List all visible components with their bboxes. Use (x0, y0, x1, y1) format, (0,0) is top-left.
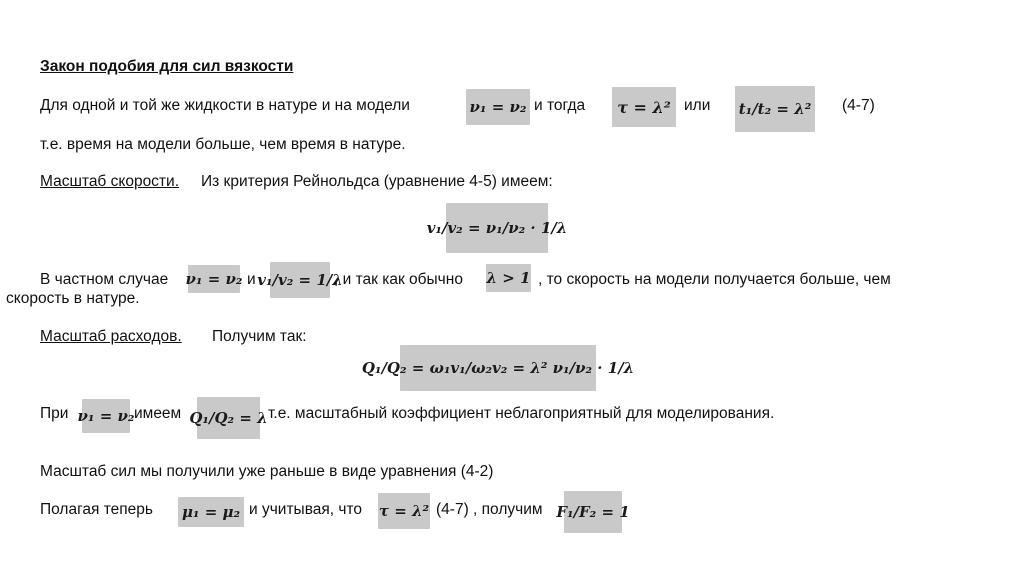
special-case-text-d: скорость в натуре. (6, 290, 140, 307)
last-text-a: Полагая теперь (40, 501, 153, 518)
special-case-text-a: В частном случае (40, 271, 169, 288)
formula-nu-equal-2: ν₁ = ν₂ (188, 265, 240, 293)
formula-mu-equal: μ₁ = μ₂ (178, 497, 244, 527)
special-case-text-c: , то скорость на модели получается больше, чем (538, 271, 891, 288)
formula-q-ratio: Q₁/Q₂ = λ (197, 397, 260, 439)
formula-velocity-ratio: v₁/v₂ = ν₁/ν₂ · 1/λ (446, 203, 548, 253)
last-text-b: и учитывая, что (249, 501, 362, 518)
special-case-and: и (247, 271, 256, 288)
formula-time-ratio: t₁/t₂ = λ² (735, 86, 815, 132)
at-text-b: имеем (134, 405, 182, 422)
formula-tau-lambda: τ = λ² (612, 87, 676, 127)
flow-heading: Масштаб расходов. (40, 328, 182, 345)
line1-text-a: Для одной и той же жидкости в натуре и на модели (40, 97, 410, 114)
velocity-heading: Масштаб скорости. (40, 173, 180, 190)
formula-flow-ratio: Q₁/Q₂ = ω₁v₁/ω₂v₂ = λ² ν₁/ν₂ · 1/λ (400, 345, 596, 391)
line1-text-c: или (684, 97, 711, 114)
at-text-c: т.е. масштабный коэффициент неблагоприятный для моделирования. (268, 405, 775, 422)
line1-text-b: и тогда (534, 97, 586, 114)
equation-number: (4-7) (842, 97, 875, 114)
flow-text: Получим так: (212, 328, 307, 345)
formula-force-ratio: F₁/F₂ = 1 (564, 491, 622, 533)
page-title: Закон подобия для сил вязкости (40, 58, 294, 75)
last-text-c: (4-7) , получим (436, 501, 543, 518)
velocity-text: Из критерия Рейнольдса (уравнение 4-5) имеем: (201, 173, 553, 190)
formula-nu-equal: ν₁ = ν₂ (466, 89, 530, 125)
line2-text: т.е. время на модели больше, чем время в натуре. (40, 136, 406, 153)
at-text-a: При (40, 405, 69, 422)
formula-v-ratio: v₁/v₂ = 1/λ (270, 262, 330, 298)
special-case-text-b: , и так как обычно (334, 271, 463, 288)
forces-text: Масштаб сил мы получили уже раньше в виде уравнения (4-2) (40, 463, 494, 480)
formula-tau-lambda-2: τ = λ² (378, 493, 430, 529)
formula-lambda-gt-1: λ > 1 (486, 264, 531, 292)
formula-nu-equal-3: ν₁ = ν₂ (82, 399, 130, 433)
